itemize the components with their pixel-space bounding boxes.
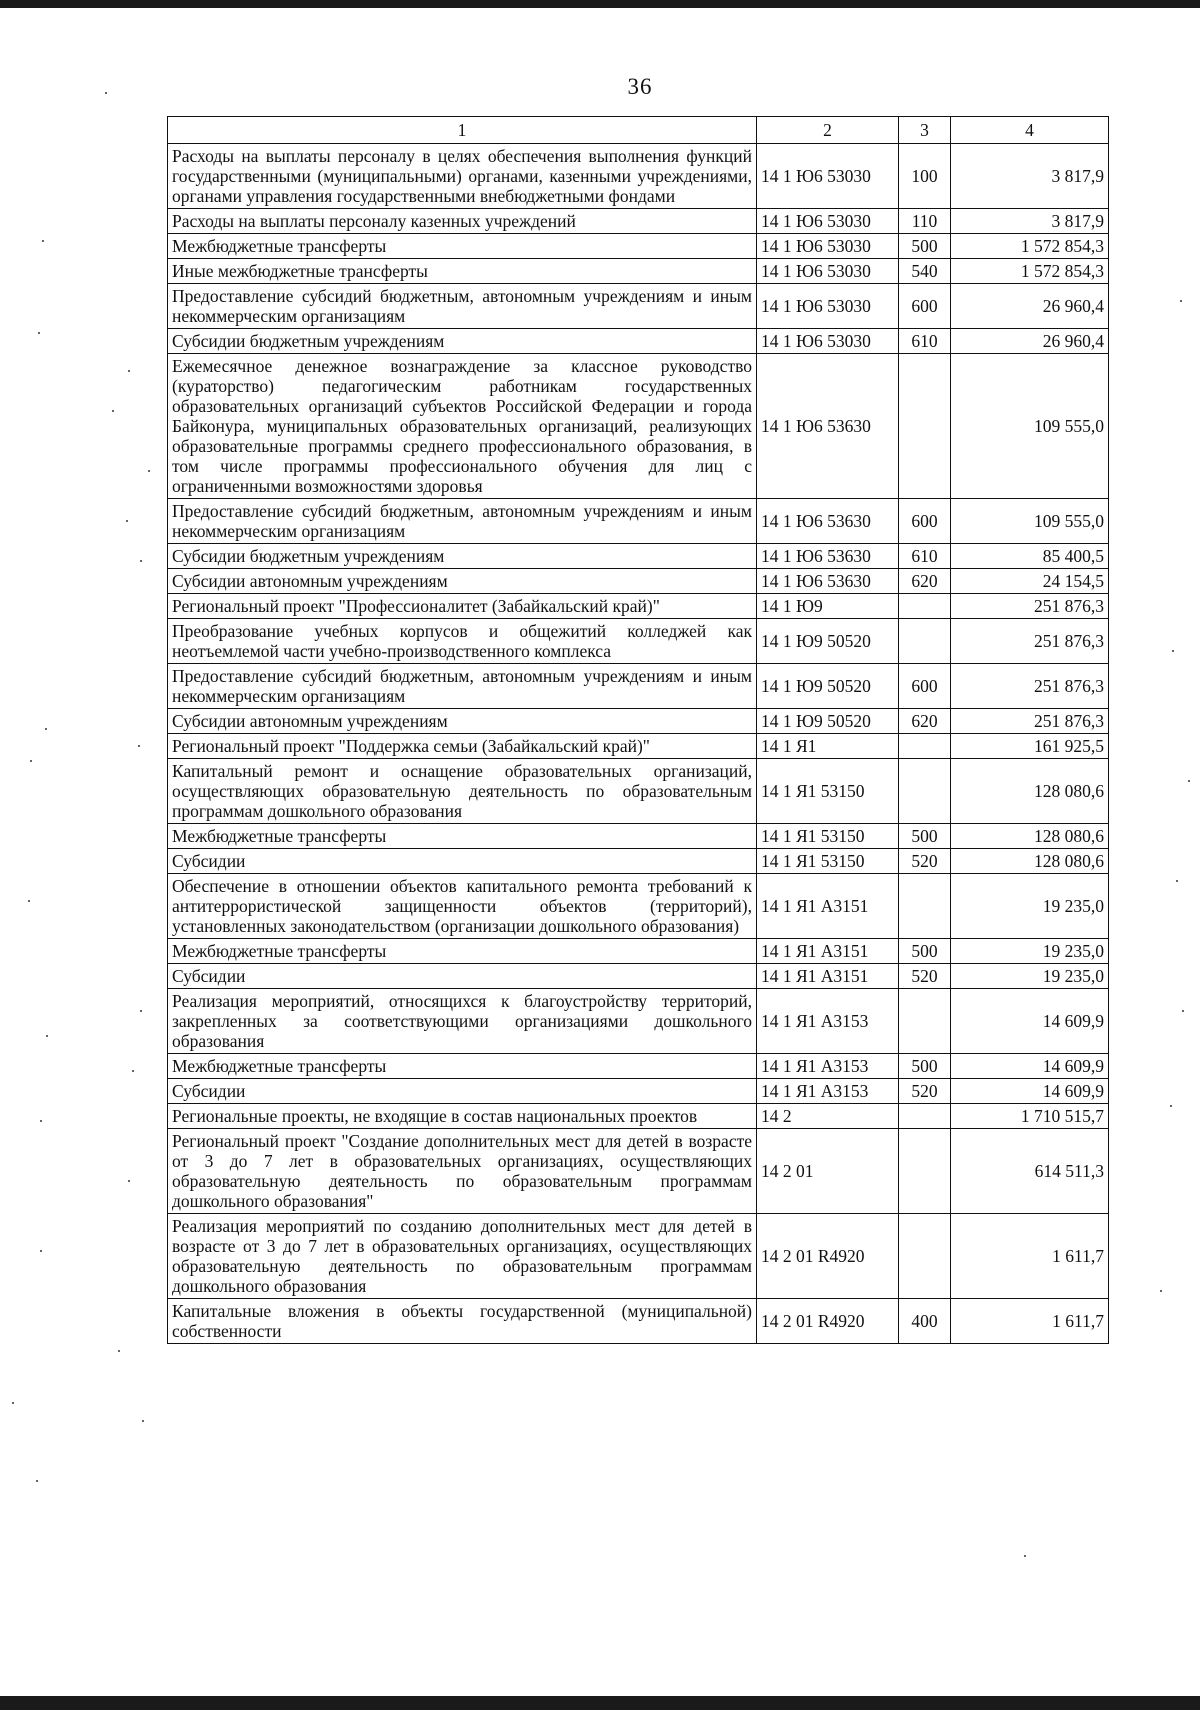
scan-speck: [140, 560, 142, 562]
row-code-cell: 14 1 Ю9 50520: [757, 619, 899, 664]
row-name-cell: Межбюджетные трансферты: [168, 939, 757, 964]
table-row: [168, 354, 1109, 499]
scan-speck: [36, 1480, 38, 1482]
table-row: [168, 939, 1109, 964]
row-amount-cell: 1 572 854,3: [951, 234, 1109, 259]
row-expense-type-cell: [899, 874, 951, 939]
row-name-cell: Региональный проект "Поддержка семьи (Забайкальский край)": [168, 734, 757, 759]
table-row: [168, 1104, 1109, 1129]
row-amount-cell: 14 609,9: [951, 1054, 1109, 1079]
scan-speck: [1182, 1010, 1184, 1012]
row-expense-type-cell: 520: [899, 849, 951, 874]
scan-speck: [1172, 650, 1174, 652]
row-amount-cell: 251 876,3: [951, 594, 1109, 619]
row-expense-type-cell: [899, 354, 951, 499]
row-code-cell: 14 2 01 R4920: [757, 1214, 899, 1299]
table-row: [168, 209, 1109, 234]
row-code-cell: 14 1 Я1 А3153: [757, 1079, 899, 1104]
row-expense-type-cell: [899, 1214, 951, 1299]
row-amount-cell: 251 876,3: [951, 709, 1109, 734]
row-expense-type-cell: 600: [899, 284, 951, 329]
table-row: [168, 664, 1109, 709]
table-row: [168, 759, 1109, 824]
row-name-cell: Региональный проект "Профессионалитет (Забайкальский край)": [168, 594, 757, 619]
row-name-cell: Реализация мероприятий по созданию дополнительных мест для детей в возрасте от 3 до 7 лет в образовательных организациях, осуществляющих образовательную деятельность по образовательным программам дошкольного образования: [168, 1214, 757, 1299]
row-name-cell: Капитальный ремонт и оснащение образовательных организаций, осуществляющих образовательную деятельность по образовательным программам дошкольного образования: [168, 759, 757, 824]
row-name-cell: Межбюджетные трансферты: [168, 824, 757, 849]
scan-speck: [118, 1350, 120, 1352]
row-name-cell: Региональные проекты, не входящие в состав национальных проектов: [168, 1104, 757, 1129]
row-name-cell: Региональный проект "Создание дополнительных мест для детей в возрасте от 3 до 7 лет в образовательных организациях, осуществляющих образовательную деятельность по образовательным программам дошкольного образования": [168, 1129, 757, 1214]
row-expense-type-cell: [899, 759, 951, 824]
row-expense-type-cell: 620: [899, 569, 951, 594]
scan-speck: [38, 332, 40, 334]
row-expense-type-cell: 500: [899, 824, 951, 849]
scan-top-edge: [0, 0, 1200, 8]
table-row: [168, 1079, 1109, 1104]
row-amount-cell: 19 235,0: [951, 964, 1109, 989]
table-row: [168, 709, 1109, 734]
row-code-cell: 14 1 Я1 А3151: [757, 939, 899, 964]
row-amount-cell: 1 611,7: [951, 1299, 1109, 1344]
table-row: [168, 1299, 1109, 1344]
row-code-cell: 14 1 Ю6 53030: [757, 144, 899, 209]
scan-speck: [140, 1010, 142, 1012]
row-amount-cell: 3 817,9: [951, 144, 1109, 209]
scan-speck: [148, 470, 150, 472]
table-header-row: [168, 117, 1109, 144]
row-name-cell: Субсидии автономным учреждениям: [168, 569, 757, 594]
row-expense-type-cell: [899, 619, 951, 664]
row-expense-type-cell: [899, 594, 951, 619]
header-col-2: 2: [757, 117, 899, 144]
row-amount-cell: 614 511,3: [951, 1129, 1109, 1214]
row-code-cell: 14 1 Ю9: [757, 594, 899, 619]
row-expense-type-cell: [899, 1104, 951, 1129]
row-code-cell: 14 1 Ю6 53030: [757, 209, 899, 234]
row-amount-cell: 14 609,9: [951, 1079, 1109, 1104]
row-expense-type-cell: 600: [899, 664, 951, 709]
header-col-1: 1: [168, 117, 757, 144]
row-name-cell: Субсидии: [168, 964, 757, 989]
table-row: [168, 849, 1109, 874]
row-name-cell: Ежемесячное денежное вознаграждение за классное руководство (кураторство) педагогическим работникам государственных образовательных организаций субъектов Российской Федерации и города Байконура, муниципальных образовательных организаций, реализующих образовательные программы среднего профессионального образования, в том числе программы профессионального обучения для лиц с ограниченными возможностями здоровья: [168, 354, 757, 499]
row-code-cell: 14 1 Ю6 53630: [757, 499, 899, 544]
row-expense-type-cell: 500: [899, 234, 951, 259]
row-expense-type-cell: 610: [899, 544, 951, 569]
row-amount-cell: 251 876,3: [951, 619, 1109, 664]
row-name-cell: Предоставление субсидий бюджетным, автономным учреждениям и иным некоммерческим организациям: [168, 664, 757, 709]
table-row: [168, 259, 1109, 284]
scan-speck: [45, 728, 47, 730]
table-row: [168, 874, 1109, 939]
row-code-cell: 14 1 Ю6 53030: [757, 329, 899, 354]
scan-speck: [28, 900, 30, 902]
scan-speck: [112, 410, 114, 412]
table-row: [168, 234, 1109, 259]
row-amount-cell: 19 235,0: [951, 939, 1109, 964]
row-name-cell: Предоставление субсидий бюджетным, автономным учреждениям и иным некоммерческим организациям: [168, 284, 757, 329]
row-code-cell: 14 2: [757, 1104, 899, 1129]
row-name-cell: Преобразование учебных корпусов и общежитий колледжей как неотъемлемой части учебно-производственного комплекса: [168, 619, 757, 664]
row-name-cell: Межбюджетные трансферты: [168, 234, 757, 259]
row-expense-type-cell: 110: [899, 209, 951, 234]
row-expense-type-cell: 500: [899, 939, 951, 964]
row-code-cell: 14 1 Я1 А3151: [757, 874, 899, 939]
row-code-cell: 14 1 Ю9 50520: [757, 664, 899, 709]
table-row: [168, 594, 1109, 619]
row-code-cell: 14 1 Ю6 53030: [757, 234, 899, 259]
table-row: [168, 329, 1109, 354]
row-expense-type-cell: 540: [899, 259, 951, 284]
row-expense-type-cell: 100: [899, 144, 951, 209]
row-name-cell: Расходы на выплаты персоналу казенных учреждений: [168, 209, 757, 234]
table-row: [168, 619, 1109, 664]
header-col-3: 3: [899, 117, 951, 144]
row-amount-cell: 85 400,5: [951, 544, 1109, 569]
row-expense-type-cell: 520: [899, 1079, 951, 1104]
row-code-cell: 14 1 Я1 А3153: [757, 989, 899, 1054]
row-code-cell: 14 1 Я1: [757, 734, 899, 759]
table-row: [168, 989, 1109, 1054]
row-expense-type-cell: [899, 734, 951, 759]
row-code-cell: 14 2 01 R4920: [757, 1299, 899, 1344]
scan-speck: [46, 1035, 48, 1037]
table-row: [168, 1054, 1109, 1079]
scan-speck: [132, 1070, 134, 1072]
row-code-cell: 14 1 Ю9 50520: [757, 709, 899, 734]
scan-speck: [1170, 1105, 1172, 1107]
row-expense-type-cell: 400: [899, 1299, 951, 1344]
row-code-cell: 14 1 Я1 53150: [757, 824, 899, 849]
row-amount-cell: 128 080,6: [951, 849, 1109, 874]
row-code-cell: 14 1 Я1 53150: [757, 849, 899, 874]
scan-speck: [126, 520, 128, 522]
table-row: [168, 734, 1109, 759]
row-amount-cell: 1 611,7: [951, 1214, 1109, 1299]
row-code-cell: 14 1 Я1 53150: [757, 759, 899, 824]
row-amount-cell: 109 555,0: [951, 354, 1109, 499]
row-expense-type-cell: 600: [899, 499, 951, 544]
table-row: [168, 144, 1109, 209]
scan-speck: [128, 370, 130, 372]
row-name-cell: Иные межбюджетные трансферты: [168, 259, 757, 284]
scan-speck: [105, 92, 107, 94]
row-expense-type-cell: 610: [899, 329, 951, 354]
scan-speck: [40, 1250, 42, 1252]
row-code-cell: 14 1 Я1 А3153: [757, 1054, 899, 1079]
row-expense-type-cell: 620: [899, 709, 951, 734]
table-row: [168, 1214, 1109, 1299]
scan-speck: [42, 240, 44, 242]
scan-bottom-edge: [0, 1696, 1200, 1710]
row-name-cell: Субсидии бюджетным учреждениям: [168, 544, 757, 569]
row-amount-cell: 128 080,6: [951, 759, 1109, 824]
header-col-4: 4: [951, 117, 1109, 144]
row-expense-type-cell: 500: [899, 1054, 951, 1079]
row-amount-cell: 128 080,6: [951, 824, 1109, 849]
budget-table: [167, 116, 1109, 1344]
row-amount-cell: 26 960,4: [951, 329, 1109, 354]
scan-speck: [1160, 1290, 1162, 1292]
row-name-cell: Субсидии: [168, 1079, 757, 1104]
row-amount-cell: 14 609,9: [951, 989, 1109, 1054]
scan-speck: [1024, 1555, 1026, 1557]
scan-speck: [40, 1120, 42, 1122]
row-expense-type-cell: [899, 989, 951, 1054]
scan-speck: [1188, 780, 1190, 782]
row-code-cell: 14 1 Ю6 53630: [757, 354, 899, 499]
row-name-cell: Субсидии бюджетным учреждениям: [168, 329, 757, 354]
row-name-cell: Субсидии: [168, 849, 757, 874]
row-amount-cell: 24 154,5: [951, 569, 1109, 594]
row-name-cell: Межбюджетные трансферты: [168, 1054, 757, 1079]
table-row: [168, 499, 1109, 544]
row-name-cell: Обеспечение в отношении объектов капитального ремонта требований к антитеррористической защищенности объектов (территорий), установленных законодательством (организации дошкольного образования): [168, 874, 757, 939]
row-amount-cell: 251 876,3: [951, 664, 1109, 709]
row-amount-cell: 26 960,4: [951, 284, 1109, 329]
scan-speck: [142, 1420, 144, 1422]
scan-speck: [1176, 880, 1178, 882]
row-amount-cell: 3 817,9: [951, 209, 1109, 234]
page-number: 36: [627, 74, 653, 99]
row-code-cell: 14 2 01: [757, 1129, 899, 1214]
row-code-cell: 14 1 Я1 А3151: [757, 964, 899, 989]
scan-speck: [12, 1402, 14, 1404]
row-code-cell: 14 1 Ю6 53630: [757, 544, 899, 569]
row-code-cell: 14 1 Ю6 53030: [757, 259, 899, 284]
table-row: [168, 964, 1109, 989]
table-row: [168, 544, 1109, 569]
row-amount-cell: 109 555,0: [951, 499, 1109, 544]
table-row: [168, 569, 1109, 594]
row-name-cell: Предоставление субсидий бюджетным, автономным учреждениям и иным некоммерческим организациям: [168, 499, 757, 544]
row-expense-type-cell: 520: [899, 964, 951, 989]
table-row: [168, 1129, 1109, 1214]
row-name-cell: Субсидии автономным учреждениям: [168, 709, 757, 734]
row-amount-cell: 1 710 515,7: [951, 1104, 1109, 1129]
row-code-cell: 14 1 Ю6 53630: [757, 569, 899, 594]
row-name-cell: Расходы на выплаты персоналу в целях обеспечения выполнения функций государственными (муниципальными) органами, казенными учреждениями, органами управления государственными внебюджетными фондами: [168, 144, 757, 209]
row-code-cell: 14 1 Ю6 53030: [757, 284, 899, 329]
scan-speck: [128, 1180, 130, 1182]
scan-speck: [30, 760, 32, 762]
row-amount-cell: 161 925,5: [951, 734, 1109, 759]
table-row: [168, 284, 1109, 329]
row-name-cell: Капитальные вложения в объекты государственной (муниципальной) собственности: [168, 1299, 757, 1344]
table-row: [168, 824, 1109, 849]
scan-speck: [138, 745, 140, 747]
row-amount-cell: 1 572 854,3: [951, 259, 1109, 284]
row-amount-cell: 19 235,0: [951, 874, 1109, 939]
row-expense-type-cell: [899, 1129, 951, 1214]
scan-speck: [1180, 300, 1182, 302]
row-name-cell: Реализация мероприятий, относящихся к благоустройству территорий, закрепленных за соответствующими организациями дошкольного образования: [168, 989, 757, 1054]
